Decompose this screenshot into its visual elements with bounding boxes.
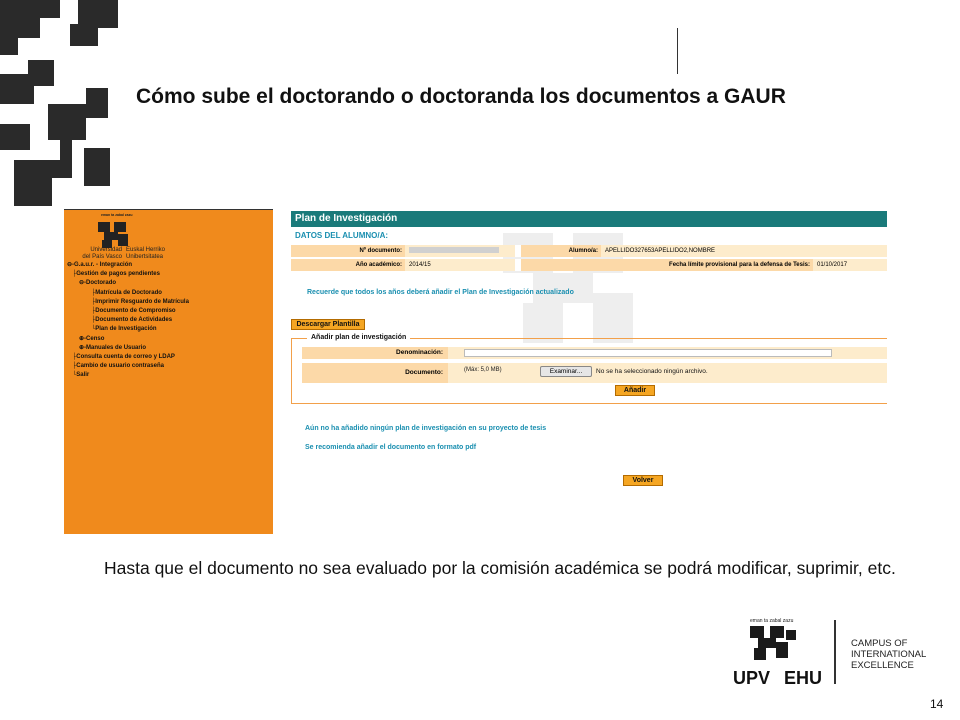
anio-label: Año académico:: [291, 259, 405, 271]
denominacion-cell: [448, 347, 887, 359]
documento-label: Documento:: [302, 363, 448, 383]
upv-ehu-emblem-icon: [0, 0, 125, 210]
university-name-es: Universidad del País Vasco: [82, 247, 122, 260]
campus-line-3: EXCELLENCE: [851, 660, 914, 671]
datos-row-2: [291, 259, 887, 271]
denominacion-row: [302, 347, 887, 359]
nav-item-salir[interactable]: └Salir: [72, 372, 90, 379]
doc-value: [405, 245, 515, 257]
alumno-value: APELLIDO327653APELLIDO2,NOMBRE: [601, 245, 887, 257]
redacted-value: [409, 247, 499, 253]
nav-item-correo[interactable]: ├Consulta cuenta de correo y LDAP: [72, 354, 175, 361]
app-screenshot: [64, 209, 887, 534]
sidebar: [64, 209, 273, 534]
title-divider: [677, 28, 678, 74]
documento-row: [302, 363, 887, 383]
panel-title: Plan de Investigación: [291, 211, 887, 227]
university-name-eu: Euskal Herriko Unibertsitatea: [126, 247, 166, 260]
slide-body-text: Hasta que el documento no sea evaluado por la comisión académica se podrá modificar, suprimir, etc.: [104, 558, 896, 578]
nav-item-doctorado[interactable]: ⊖-Doctorado: [79, 280, 117, 287]
campus-excellence-text: [851, 638, 926, 671]
campus-line-2: INTERNATIONAL: [851, 649, 927, 660]
footer-logo: [726, 614, 836, 692]
nav-item-resguardo[interactable]: ├Imprimir Resguardo de Matrícula: [91, 298, 189, 305]
nav-item-censo[interactable]: ⊕-Censo: [79, 335, 105, 342]
back-button[interactable]: Volver: [623, 475, 663, 486]
sidebar-logo-caption: eman ta zabal zazu: [101, 213, 133, 217]
fecha-value: 01/10/2017: [813, 259, 887, 271]
add-button[interactable]: Añadir: [615, 385, 655, 396]
nav-tree: [67, 261, 189, 381]
university-logo-icon: [98, 216, 158, 248]
nav-item-contrasena[interactable]: ├Cambio de usuario contraseña: [72, 363, 164, 370]
ehu-text: EHU: [784, 668, 823, 688]
browse-file-button[interactable]: Examinar...: [540, 366, 592, 377]
update-note: Recuerde que todos los años deberá añadir el Plan de Investigación actualizado: [307, 289, 574, 296]
datos-title: DATOS DEL ALUMNO/A:: [295, 231, 389, 240]
nav-item-plan[interactable]: └Plan de Investigación: [91, 326, 157, 333]
nav-item-gaur[interactable]: ⊖-G.a.u.r. - Integración: [67, 262, 133, 268]
doc-label: Nº documento:: [291, 245, 405, 257]
nav-item-matricula[interactable]: ├Matrícula de Doctorado: [91, 289, 162, 296]
upv-ehu-emblem-small-icon: [750, 626, 800, 668]
footer-divider: [834, 620, 836, 684]
page-number: 14: [930, 697, 944, 711]
pdf-recommendation: Se recomienda añadir el documento en formato pdf: [305, 444, 477, 451]
nav-item-pagos[interactable]: ├Gestión de pagos pendientes: [72, 271, 160, 278]
max-size-text: (Máx: 5,0 MB): [464, 367, 502, 373]
no-file-text: No se ha seleccionado ningún archivo.: [596, 368, 708, 375]
alumno-label: Alumno/a:: [521, 245, 601, 257]
documento-cell: [448, 363, 887, 383]
anio-value: 2014/15: [405, 259, 515, 271]
nav-item-compromiso[interactable]: ├Documento de Compromiso: [91, 308, 176, 315]
datos-row-1: [291, 245, 887, 257]
slide-title: Cómo sube el doctorando o doctoranda los documentos a GAUR: [136, 85, 786, 108]
download-template-button[interactable]: Descargar Plantilla: [291, 319, 365, 330]
campus-line-1: CAMPUS OF: [851, 638, 908, 649]
add-plan-legend: Añadir plan de investigación: [307, 334, 410, 341]
main-panel: [273, 209, 887, 534]
no-plan-message: Aún no ha añadido ningún plan de investigación en su proyecto de tesis: [305, 425, 547, 432]
denominacion-label: Denominación:: [302, 347, 448, 359]
nav-item-manuales[interactable]: ⊕-Manuales de Usuario: [79, 344, 147, 351]
footer-logo-caption: eman ta zabal zazu: [750, 618, 794, 624]
fecha-label: Fecha límite provisional para la defensa de Tesis:: [521, 259, 813, 271]
denominacion-input[interactable]: [464, 349, 832, 357]
upv-text: UPV: [733, 668, 771, 688]
nav-item-actividades[interactable]: ├Documento de Actividades: [91, 317, 173, 324]
